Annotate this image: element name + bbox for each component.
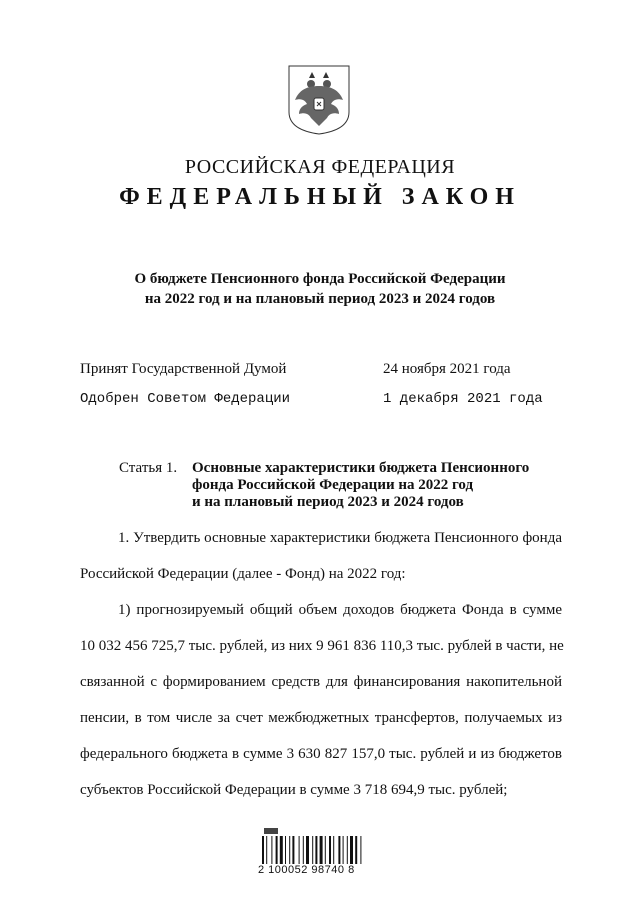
duma-adoption-date: 24 ноября 2021 года — [383, 361, 511, 377]
barcode-number: 2 100052 98740 8 — [258, 864, 378, 876]
article-title-line: Основные характеристики бюджета Пенсионного — [192, 460, 530, 476]
document-type-heading: ФЕДЕРАЛЬНЫЙ ЗАКОН — [119, 184, 521, 210]
article-title — [192, 460, 572, 511]
body-line: федерального бюджета в сумме 3 630 827 157,0 тыс. рублей и из бюджетов — [80, 746, 562, 762]
article-number: Статья 1. — [119, 460, 178, 476]
body-line: пенсии, в том числе за счет межбюджетных трансфертов, получаемых из — [80, 710, 562, 726]
subject-line: на 2022 год и на плановый период 2023 и 2024 годов — [144, 291, 496, 307]
body-line: 10 032 456 725,7 тыс. рублей, из них 9 961 836 110,3 тыс. рублей в части, не — [80, 638, 564, 654]
coat-of-arms-emblem — [287, 64, 351, 136]
body-line: 1) прогнозируемый общий объем доходов бюджета Фонда в сумме — [118, 602, 562, 618]
law-subject-title — [0, 269, 640, 309]
body-line: связанной с формированием средств для финансирования накопительной — [80, 674, 562, 690]
article-title-line: фонда Российской Федерации на 2022 год — [192, 477, 474, 493]
council-approval-date: 1 декабря 2021 года — [383, 391, 543, 407]
duma-adoption-label: Принят Государственной Думой — [80, 361, 287, 377]
country-heading: РОССИЙСКАЯ ФЕДЕРАЦИЯ — [184, 156, 456, 178]
body-line: Российской Федерации (далее - Фонд) на 2022 год: — [80, 566, 406, 582]
body-line: 1. Утвердить основные характеристики бюджета Пенсионного фонда — [118, 530, 562, 546]
article-title-line: и на плановый период 2023 и 2024 годов — [192, 494, 464, 510]
body-line: субъектов Российской Федерации в сумме 3 718 694,9 тыс. рублей; — [80, 782, 508, 798]
subject-line: О бюджете Пенсионного фонда Российской Федерации — [134, 271, 506, 287]
council-approval-label: Одобрен Советом Федерации — [80, 391, 291, 407]
